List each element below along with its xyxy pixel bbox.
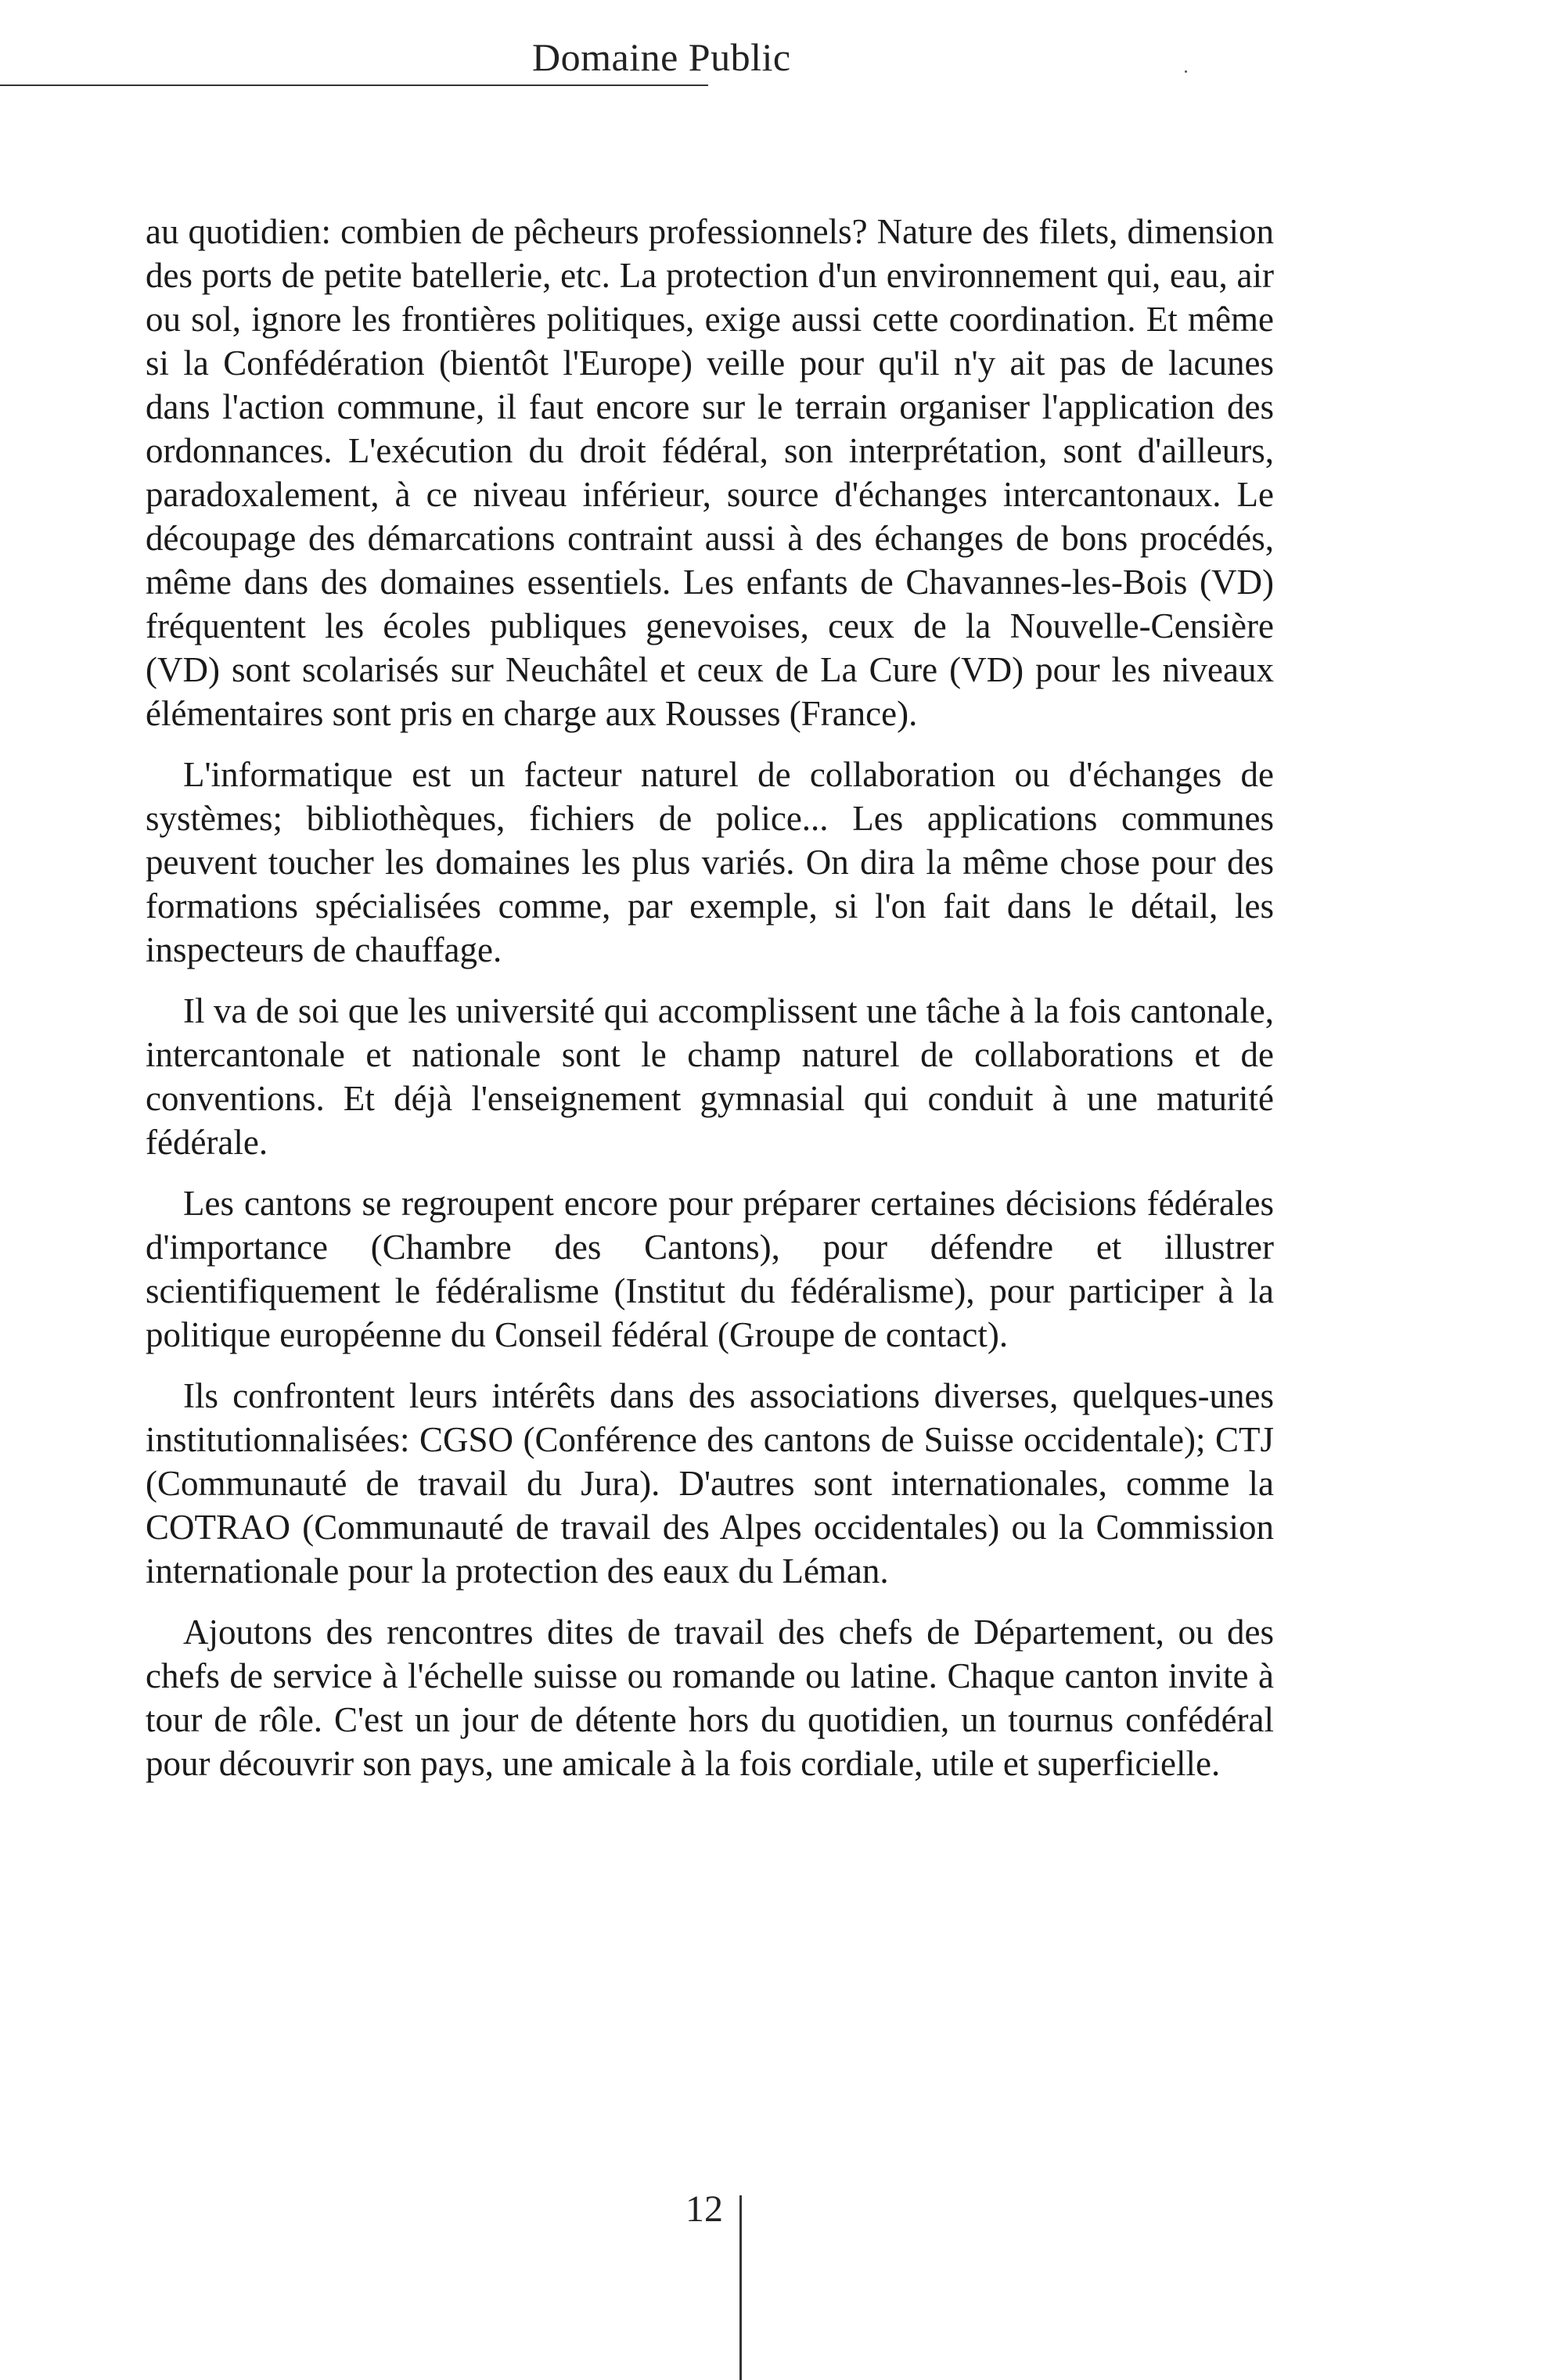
paragraph-universites: Il va de soi que les université qui accomplissent une tâche à la fois cantonale, intercantonale et nationale sont le champ naturel de collaborations et de conventions. Et déjà l'enseignement gymnasial qui conduit à une maturité fédérale. [146,991,1274,1162]
header-speck [1185,70,1187,73]
paragraph-associations: Ils confrontent leurs intérêts dans des associations diverses, quelques-unes institutionnalisées: CGSO (Conférence des cantons de Suisse occidentale); CTJ (Communauté de travail du Jura). D'autres sont internationales, comme la COTRAO (Communauté de travail des Alpes occidentales) ou la Commission internationale pour la protection des eaux du Léman. [146,1376,1274,1591]
paragraph-regroupements: Les cantons se regroupent encore pour préparer certaines décisions fédérales d'importance (Chambre des Cantons), pour défendre et illustrer scientifiquement le fédéralisme (Institut du fédéralisme), pour participer à la politique européenne du Conseil fédéral (Groupe de contact). [146,1184,1274,1354]
paragraph-rencontres: Ajoutons des rencontres dites de travail des chefs de Département, ou des chefs de service à l'échelle suisse ou romande ou latine. Chaque canton invite à tour de rôle. C'est un jour de détente hors du quotidien, un tournus confédéral pour découvrir son pays, une amicale à la fois cordiale, utile et superficielle. [146,1612,1274,1783]
header-rule [0,84,708,86]
article-body [146,210,1274,1803]
paragraph-informatique: L'informatique est un facteur naturel de collaboration ou d'échanges de systèmes; bibliothèques, fichiers de police... Les applications communes peuvent toucher les domaines les plus variés. On dira la même chose pour des formations spécialisées comme, par exemple, si l'on fait dans le détail, les inspecteurs de chauffage. [146,755,1274,969]
gutter-rule [739,2195,742,2380]
running-header-title: Domaine Public [532,35,791,79]
page-number: 12 [685,2188,723,2230]
paragraph-continuation: au quotidien: combien de pêcheurs professionnels? Nature des filets, dimension des ports de petite batellerie, etc. La protection d'un environnement qui, eau, air ou sol, ignore les frontières politiques, exige aussi cette coordination. Et même si la Confédération (bientôt l'Europe) veille pour qu'il n'y ait pas de lacunes dans l'action commune, il faut encore sur le terrain organiser l'application des ordonnances. L'exécution du droit fédéral, son interprétation, sont d'ailleurs, paradoxalement, à ce niveau inférieur, source d'échanges intercantonaux. Le découpage des démarcations contraint aussi à des échanges de bons procédés, même dans des domaines essentiels. Les enfants de Chavannes-les-Bois (VD) fréquentent les écoles publiques genevoises, ceux de la Nouvelle-Censière (VD) sont scolarisés sur Neuchâtel et ceux de La Cure (VD) pour les niveaux élémentaires sont pris en charge aux Rousses (France). [146,212,1274,733]
